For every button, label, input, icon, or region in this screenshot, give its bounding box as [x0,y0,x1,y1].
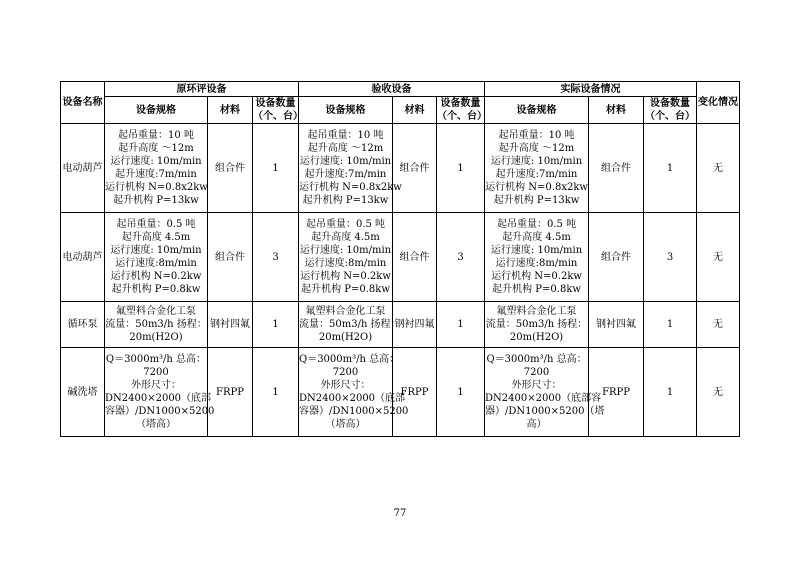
device-name-cell: 电动葫芦 [61,124,105,213]
material-cell: 组合件 [589,213,644,302]
spec-cell: 起吊重量：0.5 吨 起升高度 4.5m 运行速度: 10m/min 运行速度:8m/min 运行机构 N=0.2kw 起升机构 P=0.8kw [105,213,208,302]
quantity-cell: 3 [644,213,697,302]
quantity-cell: 1 [253,124,299,213]
quantity-cell: 1 [253,302,299,348]
device-name-cell: 循环泵 [61,302,105,348]
actual-header: 实际设备情况 [485,82,697,97]
header-sub-row [61,97,740,124]
quantity-header: 设备数量 （个、台） [253,98,303,122]
spec-cell: 氟塑料合金化工泵 流量：50m3/h 扬程： 20m(H2O) [105,302,208,348]
quantity-cell: 3 [253,213,299,302]
change-cell: 无 [697,213,740,302]
material-cell: 组合件 [589,124,644,213]
quantity-cell: 1 [644,348,697,437]
table-row [61,124,740,213]
change-cell: 无 [697,124,740,213]
table-row [61,302,740,348]
quantity-header: 设备数量 （个、台） [645,98,696,122]
quantity-cell: 1 [437,302,485,348]
spec-cell: 氟塑料合金化工泵 流量：50m3/h 扬程： 20m(H2O) [299,302,393,348]
material-cell: 钢衬四氟 [393,302,437,348]
spec-cell: 起吊重量：10 吨 起升高度 ～12m 运行速度: 10m/min 起升速度:7m/min 运行机构 N=0.8x2kw 起升机构 P=13kw [299,124,393,213]
spec-cell: 起吊重量：10 吨 起升高度 ～12m 运行速度: 10m/min 起升速度:7m/min 运行机构 N=0.8x2kw 起升机构 P=13kw [105,124,208,213]
material-cell: 钢衬四氟 [589,302,644,348]
original-eia-header: 原环评设备 [105,82,299,97]
material-cell: FRPP [208,348,253,437]
table-row [61,348,740,437]
material-header: 材料 [589,97,644,124]
material-cell: 组合件 [393,213,437,302]
spec-cell: Q＝3000m³/h 总高： 7200 外形尺寸： DN2400×2000（底部 容器）/DN1000×5200 （塔高） [299,348,393,437]
change-cell: 无 [697,348,740,437]
spec-cell: 氟塑料合金化工泵 流量：50m3/h 扬程： 20m(H2O) [485,302,589,348]
device-name-cell: 碱洗塔 [61,348,105,437]
quantity-header: 设备数量 （个、台） [437,98,487,122]
material-cell: 组合件 [393,124,437,213]
quantity-cell: 1 [644,124,697,213]
header-group-row [61,82,740,97]
spec-cell: 起吊重量：0.5 吨 起升高度 4.5m 运行速度: 10m/min 运行速度:8m/min 运行机构 N=0.2kw 起升机构 P=0.8kw [485,213,589,302]
equipment-comparison-table [60,81,740,437]
acceptance-header: 验收设备 [299,82,485,97]
spec-header: 设备规格 [485,97,589,124]
quantity-cell: 1 [437,124,485,213]
quantity-cell: 1 [253,348,299,437]
material-cell: 组合件 [208,213,253,302]
spec-cell: Q＝3000m³/h 总高： 7200 外形尺寸： DN2400×2000（底部 容器）/DN1000×5200 （塔高） [105,348,208,437]
spec-cell: 起吊重量：0.5 吨 起升高度 4.5m 运行速度: 10m/min 运行速度:8m/min 运行机构 N=0.2kw 起升机构 P=0.8kw [299,213,393,302]
device-name-header: 设备名称 [61,82,105,124]
material-cell: 组合件 [208,124,253,213]
spec-header: 设备规格 [299,97,393,124]
change-header: 变化情况 [697,82,740,124]
spec-cell: 起吊重量：10 吨 起升高度 ～12m 运行速度: 10m/min 起升速度:7m/min 运行机构 N=0.8x2kw 起升机构 P=13kw [485,124,589,213]
change-cell: 无 [697,302,740,348]
material-cell: FRPP [589,348,644,437]
material-cell: FRPP [393,348,437,437]
page-number: 77 [393,508,407,519]
material-header: 材料 [393,97,437,124]
device-name-cell: 电动葫芦 [61,213,105,302]
table-row [61,213,740,302]
quantity-cell: 3 [437,213,485,302]
quantity-cell: 1 [644,302,697,348]
quantity-cell: 1 [437,348,485,437]
material-header: 材料 [208,97,253,124]
material-cell: 钢衬四氟 [208,302,253,348]
spec-cell: Q＝3000m³/h 总高： 7200 外形尺寸： DN2400×2000（底部容 器）/DN1000×5200（塔 高） [485,348,589,437]
spec-header: 设备规格 [105,97,208,124]
